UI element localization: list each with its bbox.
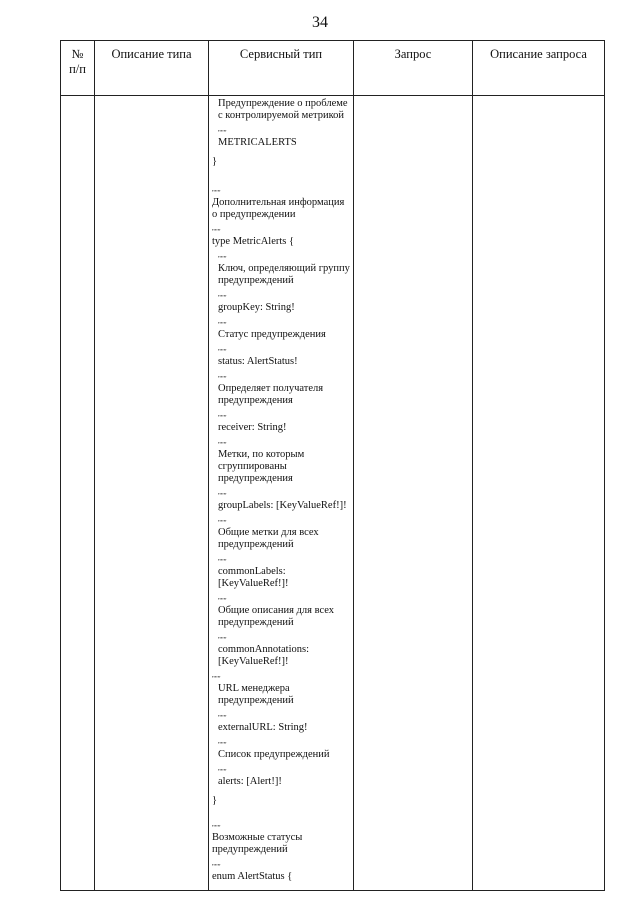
page-number: 34 xyxy=(312,14,328,31)
spacer xyxy=(212,734,351,741)
code-line: """ xyxy=(212,824,221,832)
cell-service-type xyxy=(209,96,354,891)
code-line: """ xyxy=(212,228,221,236)
header-query-description: Описание запроса xyxy=(473,41,605,96)
code-line: commonLabels: [KeyValueRef!]! xyxy=(218,566,289,589)
spacer xyxy=(212,248,351,255)
code-line: """ xyxy=(212,189,221,197)
code-line: """ xyxy=(212,675,221,683)
code-line: """ xyxy=(218,741,227,749)
code-line: """ xyxy=(218,597,227,605)
spacer xyxy=(212,341,351,348)
code-line: """ xyxy=(218,714,227,722)
code-line: Предупреждение о проблеме с контролируемой метрикой xyxy=(218,98,351,121)
cell-query-description xyxy=(473,96,605,891)
header-type-description: Описание типа xyxy=(95,41,209,96)
spacer xyxy=(212,407,351,414)
code-line: """ xyxy=(218,636,227,644)
spacer xyxy=(212,629,351,636)
code-line: externalURL: String! xyxy=(218,722,308,733)
code-line: """ xyxy=(218,348,227,356)
code-line: METRICALERTS xyxy=(218,137,297,148)
code-line: Общие метки для всех предупреждений xyxy=(218,527,322,550)
code-line: groupKey: String! xyxy=(218,302,295,313)
code-line: Статус предупреждения xyxy=(218,329,326,340)
spacer xyxy=(212,368,351,375)
cell-type-description xyxy=(95,96,209,891)
code-line: } xyxy=(212,795,218,806)
code-line: """ xyxy=(218,441,227,449)
code-line: Список предупреждений xyxy=(218,749,330,760)
code-line: """ xyxy=(218,129,227,137)
header-service-type: Сервисный тип xyxy=(209,41,354,96)
cell-query xyxy=(354,96,473,891)
spacer xyxy=(212,807,351,814)
spacer xyxy=(212,590,351,597)
header-number-line: п/п xyxy=(69,62,86,76)
code-line: Ключ, определяющий группу предупреждений xyxy=(218,263,353,286)
code-line: groupLabels: [KeyValueRef!]! xyxy=(218,500,347,511)
code-line: """ xyxy=(218,375,227,383)
spacer xyxy=(212,551,351,558)
code-line: """ xyxy=(212,863,221,871)
code-line: """ xyxy=(218,294,227,302)
spacer xyxy=(212,883,351,890)
spacer xyxy=(212,788,351,795)
spacer xyxy=(212,287,351,294)
header-number xyxy=(61,41,95,96)
spacer xyxy=(212,175,351,189)
code-line: alerts: [Alert!]! xyxy=(218,776,282,787)
header-query: Запрос xyxy=(354,41,473,96)
code-line: """ xyxy=(218,558,227,566)
spacer xyxy=(212,761,351,768)
spacer xyxy=(212,512,351,519)
code-line: Определяет получателя предупреждения xyxy=(218,383,326,406)
code-line: Возможные статусы предупреждений xyxy=(212,832,305,855)
code-line: type MetricAlerts { xyxy=(212,236,295,247)
code-line: """ xyxy=(218,519,227,527)
cell-number xyxy=(61,96,95,891)
code-line: """ xyxy=(218,768,227,776)
table-header-row xyxy=(61,41,605,96)
code-line: commonAnnotations: [KeyValueRef!]! xyxy=(218,644,312,667)
spacer xyxy=(212,814,351,824)
spacer xyxy=(212,856,351,863)
header-number-label xyxy=(69,47,86,76)
spacer xyxy=(212,149,351,156)
code-line: } xyxy=(212,156,218,167)
service-type-code xyxy=(212,98,351,890)
code-line: Общие описания для всех предупреждений xyxy=(218,605,337,628)
table-row xyxy=(61,96,605,891)
code-line: receiver: String! xyxy=(218,422,287,433)
code-line: Дополнительная информация о предупреждении xyxy=(212,197,347,220)
code-line: status: AlertStatus! xyxy=(218,356,298,367)
code-line: """ xyxy=(218,321,227,329)
code-line: """ xyxy=(218,414,227,422)
spacer xyxy=(212,122,351,129)
spacer xyxy=(212,485,351,492)
service-types-table xyxy=(60,40,605,891)
spacer xyxy=(212,668,351,675)
code-line: enum AlertStatus { xyxy=(212,871,293,882)
code-line: Метки, по которым сгруппированы предупреждения xyxy=(218,449,307,484)
spacer xyxy=(212,707,351,714)
code-line: URL менеджера предупреждений xyxy=(218,683,294,706)
code-line: """ xyxy=(218,492,227,500)
spacer xyxy=(212,434,351,441)
spacer xyxy=(212,168,351,175)
spacer xyxy=(212,314,351,321)
code-line: """ xyxy=(218,255,227,263)
header-number-line: № xyxy=(71,47,84,61)
spacer xyxy=(212,221,351,228)
